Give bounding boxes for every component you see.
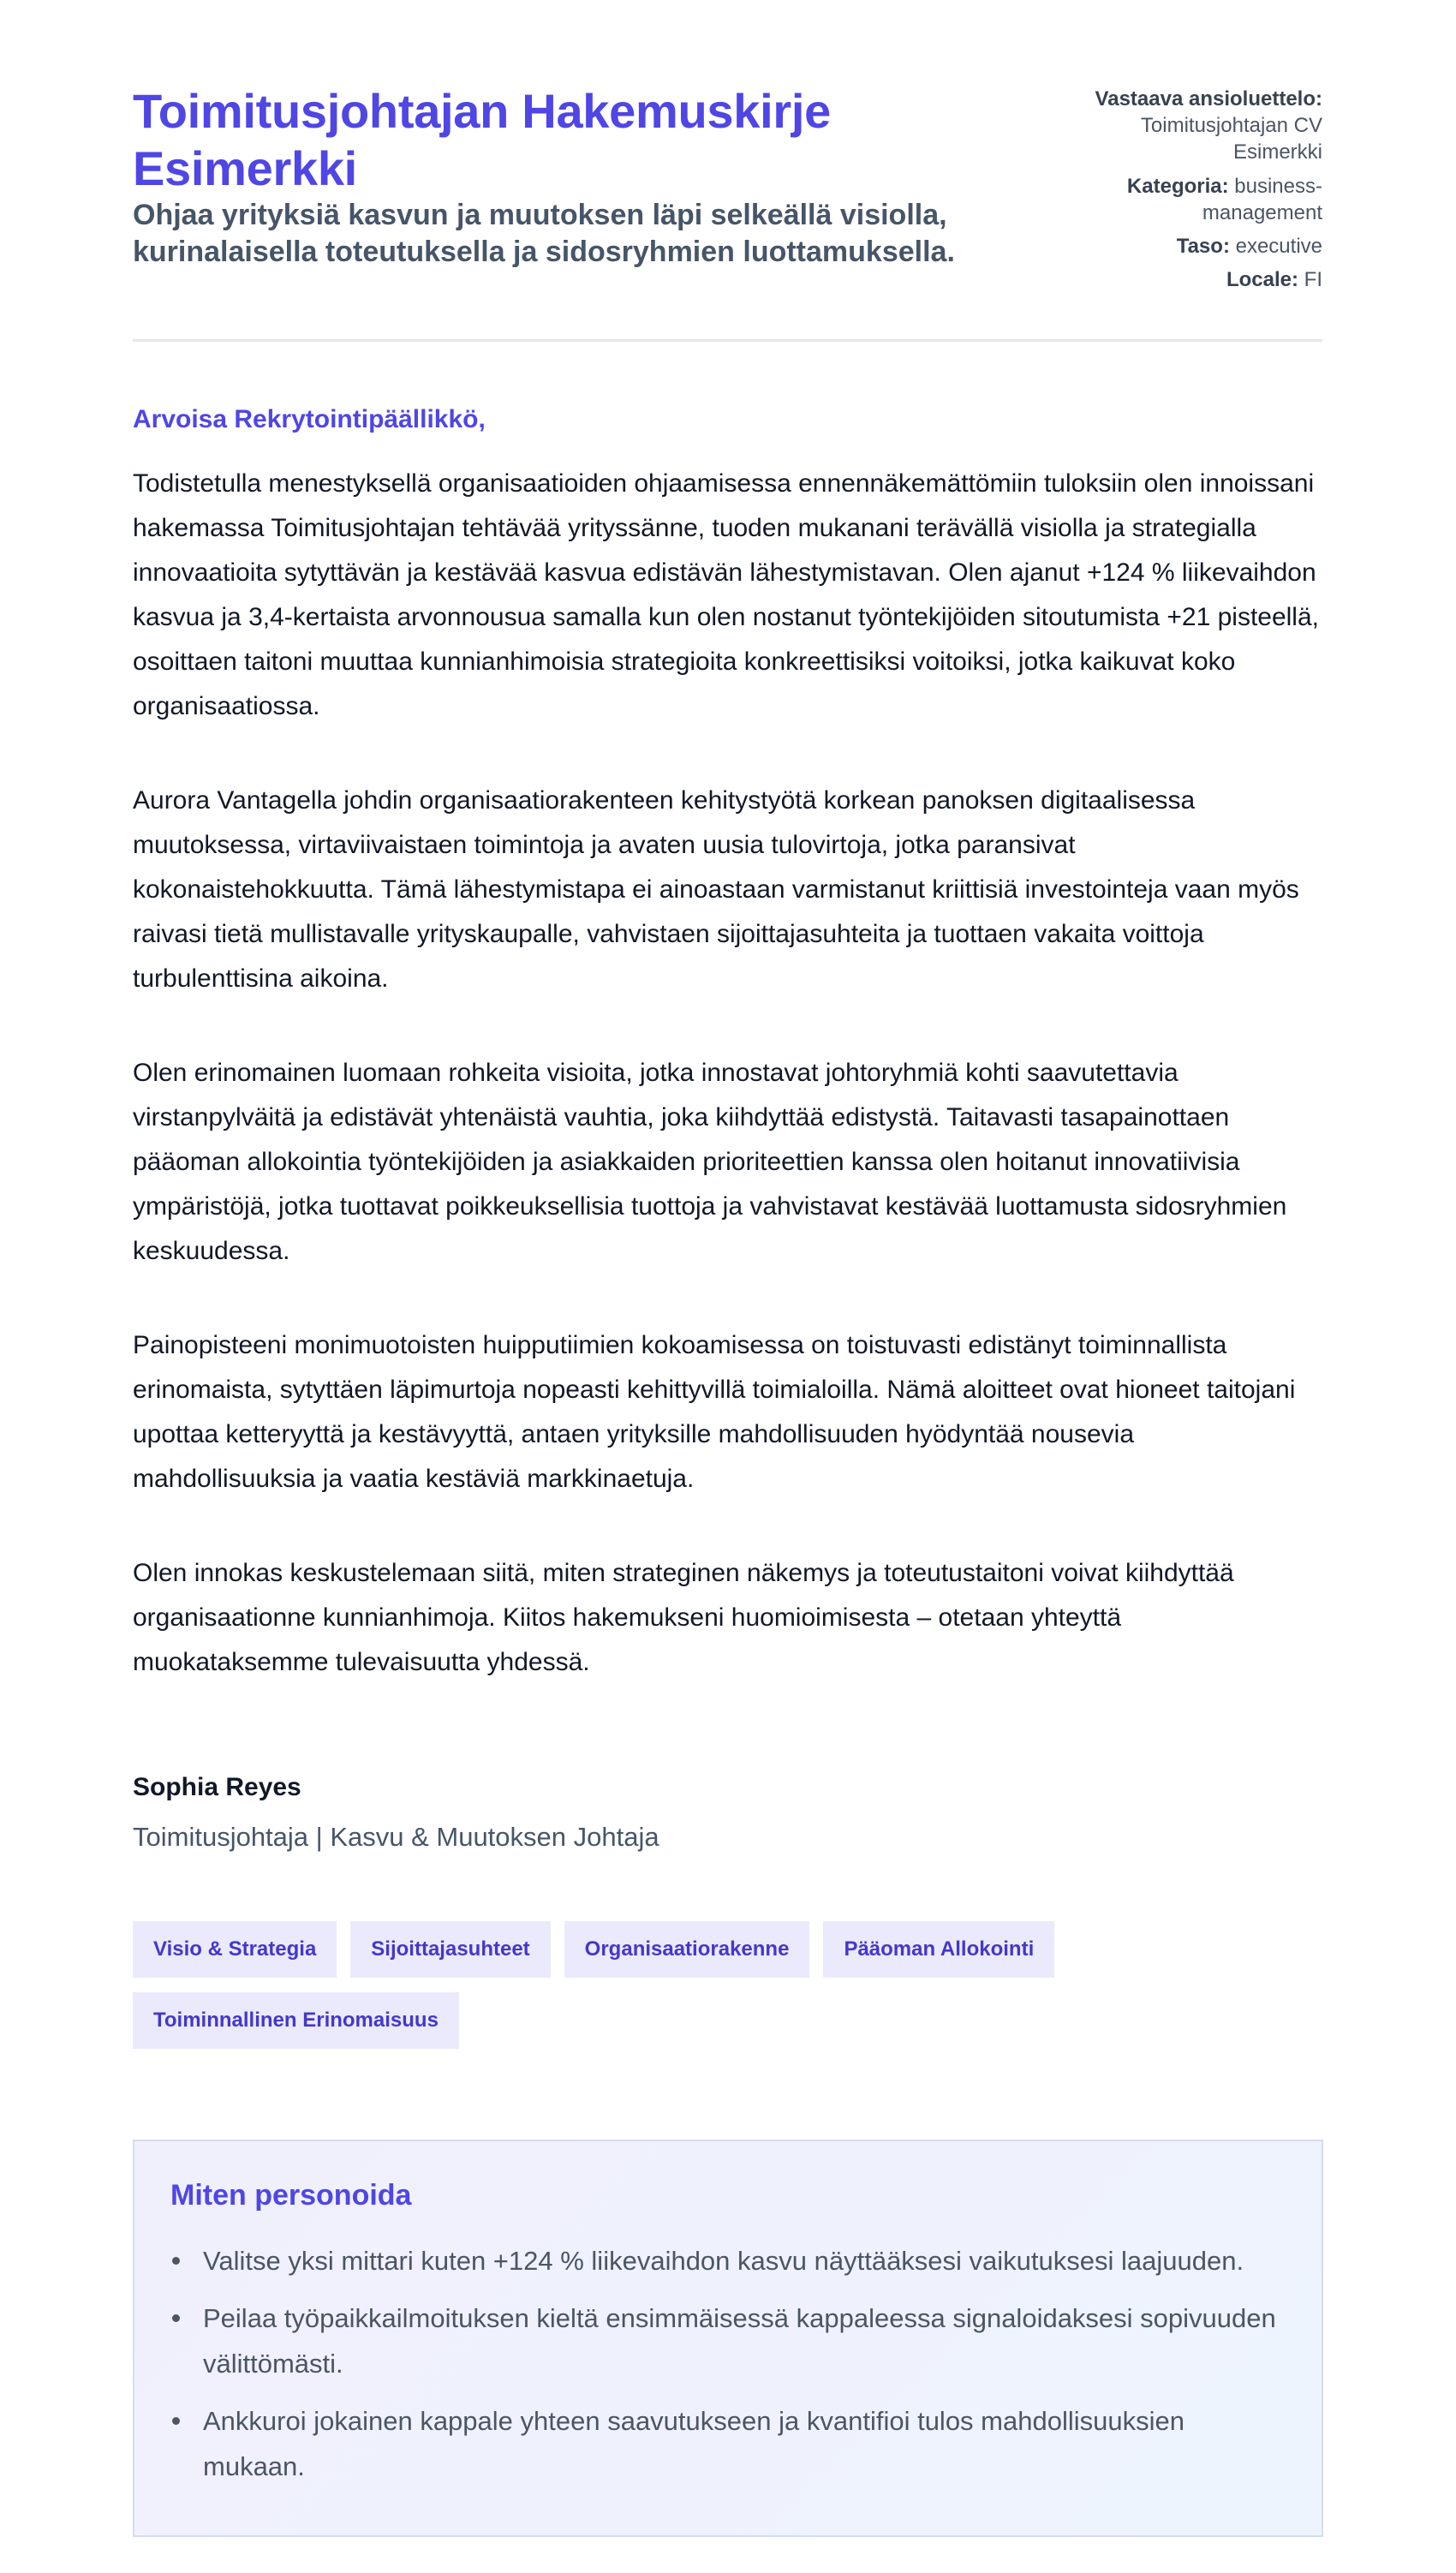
page-title: Toimitusjohtajan Hakemuskirje Esimerkki bbox=[133, 84, 831, 196]
skill-tag[interactable]: Toiminnallinen Erinomaisuus bbox=[133, 1992, 459, 2049]
page-header bbox=[133, 82, 1322, 342]
letter-paragraph: Olen innokas keskustelemaan siitä, miten strateginen näkemys ja toteutustaitoni voivat kiihdyttää organisaationne kunnianhimoja. Kiitos hakemukseni huomioimisesta – otetaan yhteyttä muokataksemme tulevaisuutta yhdessä. bbox=[133, 1559, 1234, 1677]
page-subtitle: Ohjaa yrityksiä kasvun ja muutoksen läpi selkeällä visiolla, kurinalaisella toteutuksella ja sidosryhmien luottamuksella. bbox=[133, 199, 955, 268]
meta-resume-label: Vastaava ansioluettelo: bbox=[1095, 87, 1322, 110]
meta-locale bbox=[1065, 266, 1322, 293]
tip-item bbox=[170, 2238, 1287, 2283]
meta-level-label: Taso: bbox=[1176, 234, 1230, 258]
personalization-tips bbox=[133, 2140, 1323, 2537]
letter-paragraph: Olen erinomainen luomaan rohkeita visioita, jotka innostavat johtoryhmiä kohti saavutettavia virstanpylväitä ja edistävät yhtenäistä vauhtia, joka kiihdyttää edistystä. Taitavasti tasapainottaen pääoman allokointia työntekijöiden ja asiakkaiden prioriteettien kanssa olen hoitanut innovatiivisia ympäristöjä, jotka tuottavat poikkeuksellisia tuottoja ja vahvistavat kestävää luottamusta sidosryhmien keskuudessa. bbox=[133, 1059, 1287, 1266]
meta-level-value: executive bbox=[1235, 234, 1322, 258]
tips-list bbox=[170, 2238, 1287, 2489]
meta-category-label: Kategoria: bbox=[1126, 174, 1229, 198]
meta-resume bbox=[1065, 86, 1322, 166]
letter-paragraph: Painopisteeni monimuotoisten huipputiimien kokoamisessa on toistuvasti edistänyt toiminnallista erinomaista, sytyttäen läpimurtoja nopeasti kehittyvillä toimialoilla. Nämä aloitteet ovat hioneet taitojani upottaa ketteryyttä ja kestävyyttä, antaen yrityksille mahdollisuuden hyödyntää nousevia mahdollisuuksia ja vaatia kestäviä markkinaetuja. bbox=[133, 1331, 1296, 1494]
tip-text: Ankkuroi jokainen kappale yhteen saavutukseen ja kvantifioi tulos mahdollisuuksien mukaan. bbox=[203, 2406, 1184, 2482]
salutation: Arvoisa Rekrytointipäällikkö, bbox=[133, 405, 486, 434]
tip-text: Valitse yksi mittari kuten +124 % liikevaihdon kasvu näyttääksesi vaikutuksesi laajuuden. bbox=[203, 2246, 1244, 2277]
letter-body bbox=[133, 405, 1322, 2537]
bullet-icon bbox=[172, 2257, 180, 2265]
meta-category-value: business-management bbox=[1202, 174, 1322, 224]
signature-title: Toimitusjohtaja | Kasvu & Muutoksen Johtaja bbox=[133, 1822, 659, 1853]
skill-tag[interactable]: Pääoman Allokointi bbox=[823, 1921, 1054, 1978]
tips-title: Miten personoida bbox=[170, 2179, 412, 2212]
meta-category bbox=[1065, 173, 1322, 226]
letter-paragraph: Aurora Vantagella johdin organisaatiorakenteen kehitystyötä korkean panoksen digitaalisessa muutoksessa, virtaviivaistaen toimintoja ja avaten uusia tulovirtoja, jotka paransivat kokonaistehokkuutta. Tämä lähestymistapa ei ainoastaan varmistanut kriittisiä investointeja vaan myös raivasi tietä mullistavalle yrityskaupalle, vahvistaen sijoittajasuhteita ja tuottaen vakaita voittoja turbulenttisina aikoina. bbox=[133, 786, 1299, 994]
meta-level bbox=[1065, 233, 1322, 260]
skill-tag[interactable]: Organisaatiorakenne bbox=[564, 1921, 810, 1978]
tip-text: Peilaa työpaikkailmoituksen kieltä ensimmäisessä kappaleessa signaloidaksesi sopivuuden välittömästi. bbox=[203, 2303, 1276, 2379]
signature-name: Sophia Reyes bbox=[133, 1773, 301, 1802]
bullet-icon bbox=[172, 2314, 180, 2322]
meta-panel bbox=[1065, 82, 1322, 300]
letter-paragraph: Todistetulla menestyksellä organisaatioiden ohjaamisessa ennennäkemättömiin tuloksiin olen innoissani hakemassa Toimitusjohtajan tehtävää yrityssänne, tuoden mukanani terävällä visiolla ja strategialla innovaatioita sytyttävän ja kestävää kasvua edistävän lähestymistavan. Olen ajanut +124 % liikevaihdon kasvua ja 3,4-kertaista arvonnousua samalla kun olen nostanut työntekijöiden sitoutumista +21 pisteellä, osoittaen taitoni muuttaa kunnianhimoisia strategioita konkreettisiksi voitoiksi, jotka kaikuvat koko organisaatiossa. bbox=[133, 469, 1319, 721]
skill-tags bbox=[133, 1921, 1246, 2049]
meta-resume-value[interactable]: Toimitusjohtajan CV Esimerkki bbox=[1140, 114, 1322, 164]
tip-item bbox=[170, 2295, 1287, 2386]
skill-tag[interactable]: Visio & Strategia bbox=[133, 1921, 337, 1978]
skill-tag[interactable]: Sijoittajasuhteet bbox=[350, 1921, 550, 1978]
signature-block bbox=[133, 1769, 1322, 1856]
bullet-icon bbox=[172, 2417, 180, 2425]
header-titles bbox=[133, 82, 1041, 270]
meta-locale-value: FI bbox=[1304, 268, 1322, 292]
meta-locale-label: Locale: bbox=[1226, 268, 1298, 292]
tip-item bbox=[170, 2398, 1287, 2489]
